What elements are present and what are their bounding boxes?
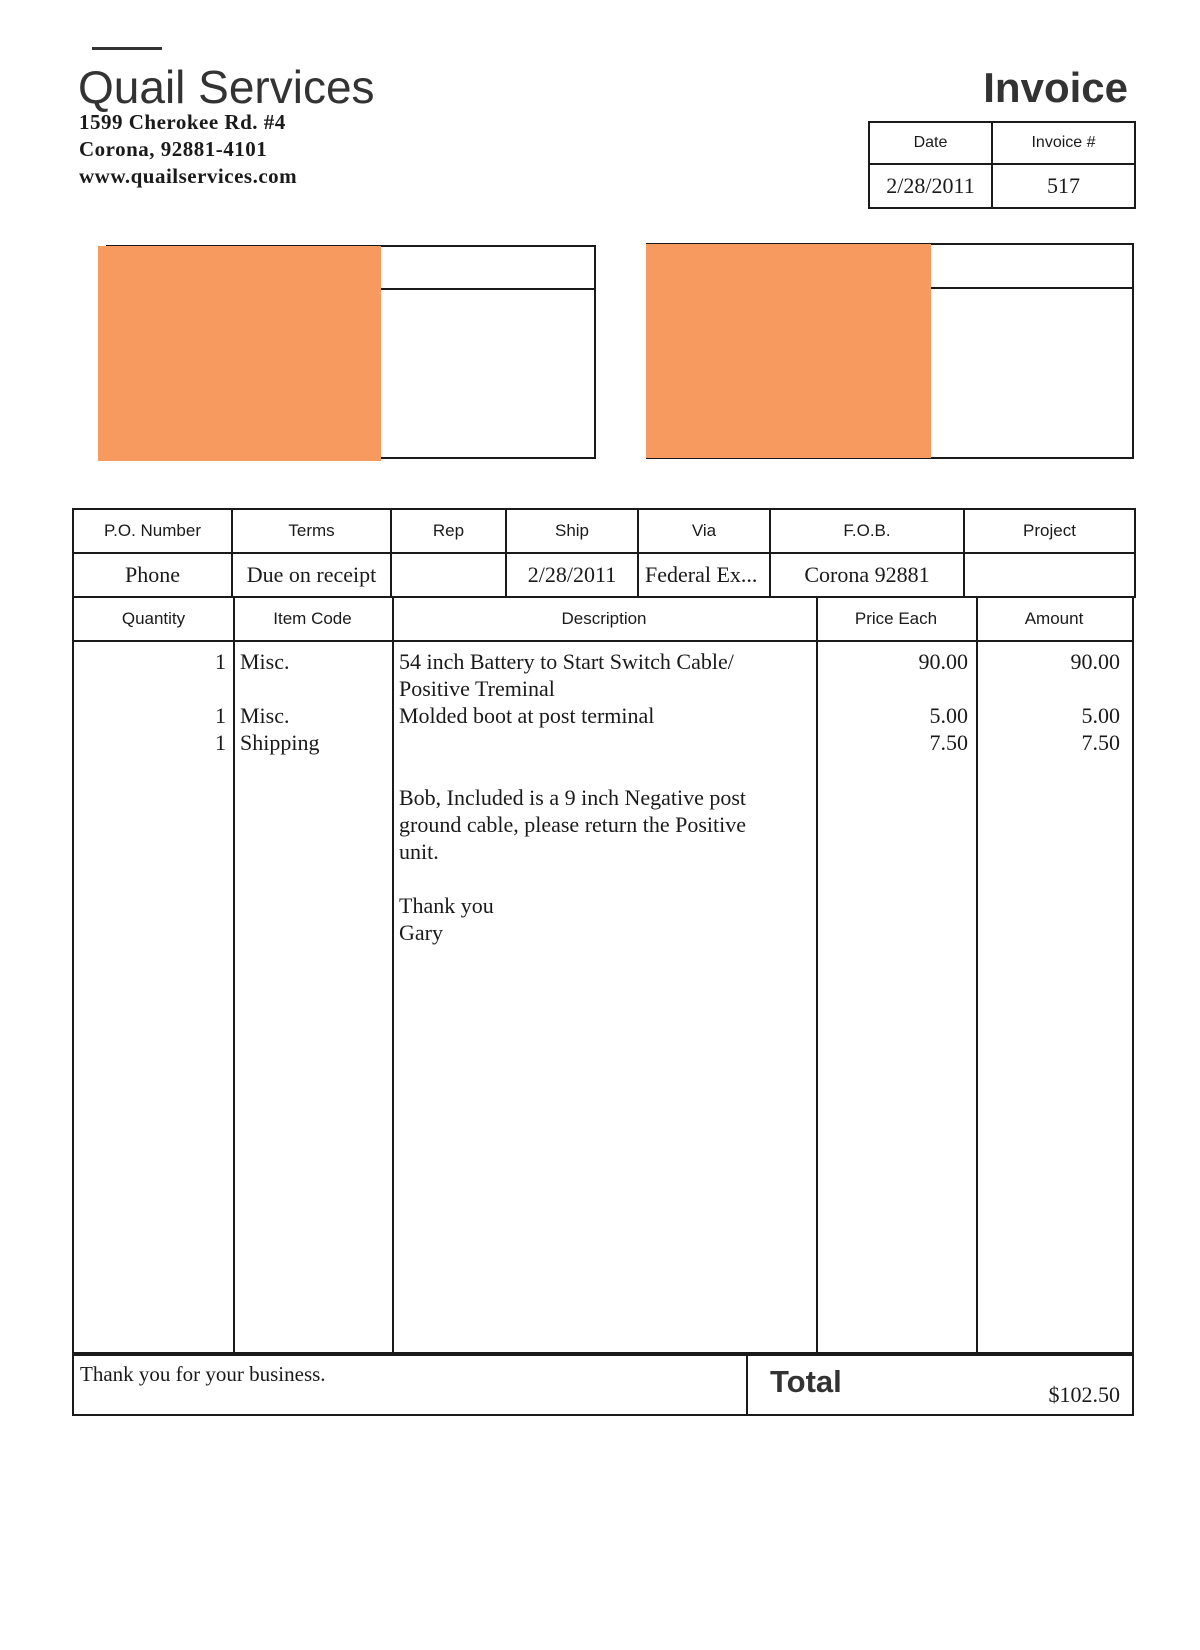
item-amount: 5.00	[1081, 703, 1120, 728]
project-label: Project	[964, 509, 1135, 553]
project-value	[964, 553, 1135, 597]
column-divider	[233, 598, 235, 1354]
terms-label: Terms	[232, 509, 391, 553]
description-header: Description	[561, 609, 647, 628]
ship-value: 2/28/2011	[506, 553, 638, 597]
footer-divider	[746, 1354, 748, 1414]
document-title: Invoice	[983, 64, 1128, 111]
company-address-line1: 1599 Cherokee Rd. #4	[79, 110, 286, 134]
item-quantity: 1	[215, 649, 226, 674]
company-website: www.quailservices.com	[79, 164, 298, 188]
terms-value: Due on receipt	[232, 553, 391, 597]
item-code: Misc.	[240, 703, 290, 728]
item-price: 5.00	[929, 703, 968, 728]
order-header-labels	[73, 509, 1135, 553]
item-description-line: Positive Treminal	[399, 676, 555, 701]
header-rule	[92, 47, 162, 50]
item-amount: 90.00	[1070, 649, 1120, 674]
bill-to-redaction	[98, 246, 381, 461]
quantity-header: Quantity	[121, 609, 186, 628]
item-code-header: Item Code	[273, 609, 352, 628]
item-code: Shipping	[240, 730, 320, 755]
note-line: unit.	[399, 839, 439, 864]
note-line: Bob, Included is a 9 inch Negative post	[399, 785, 747, 810]
invoice-footer	[72, 1352, 1134, 1416]
company-address-line2: Corona, 92881-4101	[79, 137, 268, 161]
price-each-header: Price Each	[854, 609, 938, 628]
via-label: Via	[638, 509, 770, 553]
fob-label: F.O.B.	[770, 509, 964, 553]
order-header-table	[72, 508, 1136, 598]
via-value: Federal Ex...	[638, 553, 770, 597]
items-header-divider	[74, 640, 1132, 642]
item-code: Misc.	[240, 649, 290, 674]
invoice-number: 517	[992, 164, 1135, 208]
date-label: Date	[869, 122, 992, 164]
ship-label: Ship	[506, 509, 638, 553]
invoice-number-label: Invoice #	[992, 122, 1135, 164]
total-value: $102.50	[1048, 1382, 1120, 1407]
column-divider	[392, 598, 394, 1354]
ship-to-redaction	[646, 244, 931, 458]
fob-value: Corona 92881	[770, 553, 964, 597]
item-amount: 7.50	[1081, 730, 1120, 755]
po-number-label: P.O. Number	[73, 509, 232, 553]
po-number-value: Phone	[73, 553, 232, 597]
item-quantity: 1	[215, 730, 226, 755]
note-line: ground cable, please return the Positive	[399, 812, 747, 837]
note-line: Gary	[399, 920, 443, 945]
rep-label: Rep	[391, 509, 506, 553]
date-invoice-box	[868, 121, 1136, 209]
amount-header: Amount	[1024, 609, 1084, 628]
line-items-table	[72, 596, 1134, 1356]
item-price: 90.00	[918, 649, 968, 674]
note-line: Thank you	[399, 893, 494, 918]
item-description-line: 54 inch Battery to Start Switch Cable/	[399, 649, 734, 674]
item-description-line: Molded boot at post terminal	[399, 703, 655, 728]
item-price: 7.50	[929, 730, 968, 755]
invoice-date: 2/28/2011	[869, 164, 992, 208]
footer-message: Thank you for your business.	[80, 1362, 326, 1386]
total-label: Total	[770, 1364, 842, 1399]
order-header-values	[73, 553, 1135, 597]
company-name: Quail Services	[78, 61, 375, 113]
rep-value	[391, 553, 506, 597]
item-quantity: 1	[215, 703, 226, 728]
